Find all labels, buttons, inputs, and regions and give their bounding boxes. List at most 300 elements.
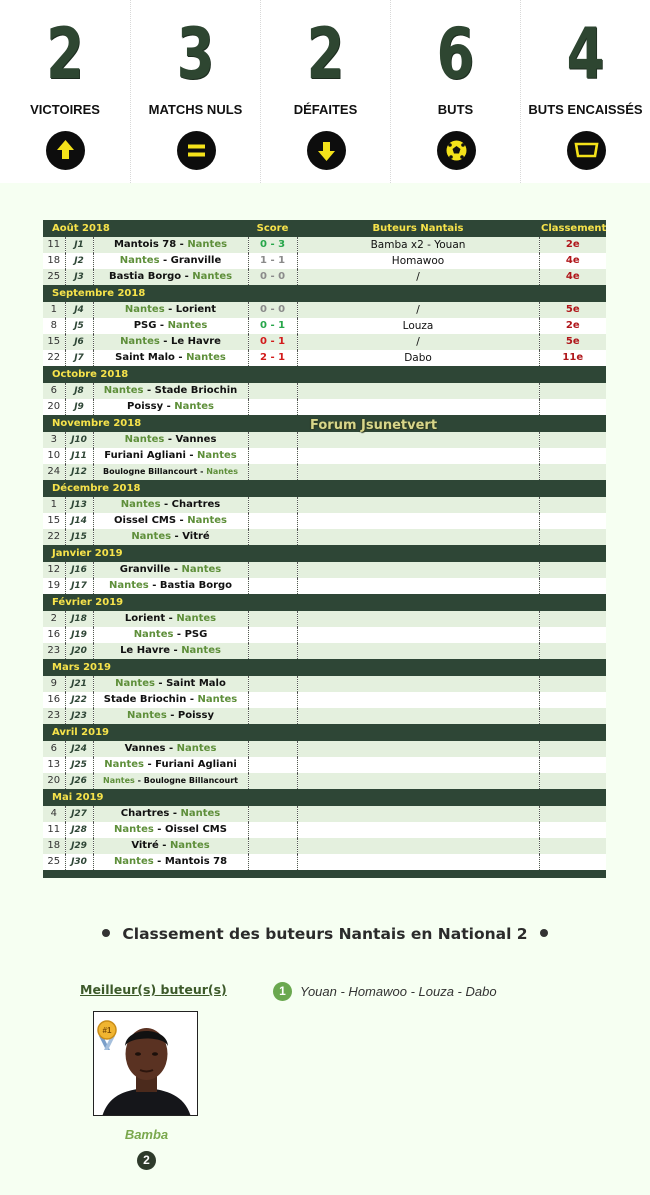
stat-value: 2 bbox=[306, 13, 345, 95]
league-rank bbox=[539, 464, 606, 480]
match-score bbox=[248, 708, 297, 724]
home-team: Nantes bbox=[124, 304, 165, 315]
stats-header bbox=[0, 0, 650, 183]
table-row bbox=[43, 302, 606, 318]
match-score bbox=[248, 611, 297, 627]
matchday-number: J10 bbox=[65, 432, 93, 448]
home-team: Nantes bbox=[127, 710, 167, 721]
league-rank: 4e bbox=[539, 253, 606, 269]
away-team: Vitré bbox=[182, 531, 210, 542]
table-row bbox=[43, 643, 606, 659]
matchday-number: J30 bbox=[65, 854, 93, 870]
away-team: Oissel CMS bbox=[164, 824, 227, 835]
away-team: Nantes bbox=[176, 613, 217, 624]
month-header-row bbox=[43, 545, 606, 562]
league-rank bbox=[539, 741, 606, 757]
table-row bbox=[43, 253, 606, 269]
match-score: 0 - 1 bbox=[248, 318, 297, 334]
matchday-number: J24 bbox=[65, 741, 93, 757]
match-teams: PSG - Nantes bbox=[93, 318, 248, 334]
matchday-number: J17 bbox=[65, 578, 93, 594]
match-calendar-table bbox=[43, 220, 606, 878]
away-team: Chartres bbox=[171, 499, 221, 510]
match-teams: Nantes - Saint Malo bbox=[93, 676, 248, 692]
month-header-row bbox=[43, 789, 606, 806]
match-score bbox=[248, 399, 297, 415]
stat-label: MATCHS NULS bbox=[148, 102, 243, 117]
match-scorers: / bbox=[297, 302, 539, 318]
match-score: 2 - 1 bbox=[248, 350, 297, 366]
match-teams: Nantes - Chartres bbox=[93, 497, 248, 513]
away-team: PSG bbox=[184, 629, 208, 640]
away-team: Nantes bbox=[181, 645, 221, 656]
match-day: 22 bbox=[43, 529, 65, 545]
match-scorers: Dabo bbox=[297, 350, 539, 366]
matchday-number: J14 bbox=[65, 513, 93, 529]
stat-buts-encaisses bbox=[520, 0, 650, 183]
table-row bbox=[43, 497, 606, 513]
month-label: Mai 2019 bbox=[43, 789, 606, 806]
best-scorer-photo bbox=[93, 1011, 198, 1116]
home-team: Chartres bbox=[120, 808, 170, 819]
league-rank bbox=[539, 822, 606, 838]
table-row bbox=[43, 350, 606, 366]
home-team: PSG bbox=[133, 320, 157, 331]
match-score: 0 - 1 bbox=[248, 334, 297, 350]
stat-defaites bbox=[260, 0, 390, 183]
match-teams: Nantes - Bastia Borgo bbox=[93, 578, 248, 594]
league-rank bbox=[539, 643, 606, 659]
away-team: Nantes bbox=[197, 694, 238, 705]
home-team: Lorient bbox=[124, 613, 166, 624]
league-rank bbox=[539, 562, 606, 578]
match-day: 18 bbox=[43, 838, 65, 854]
table-row bbox=[43, 562, 606, 578]
match-scorers bbox=[297, 383, 539, 399]
away-team: Nantes bbox=[187, 239, 228, 250]
match-teams: Vannes - Nantes bbox=[93, 741, 248, 757]
match-score bbox=[248, 464, 297, 480]
month-header-row bbox=[43, 724, 606, 741]
table-header-row bbox=[43, 220, 606, 237]
league-rank bbox=[539, 708, 606, 724]
matchday-number: J9 bbox=[65, 399, 93, 415]
match-teams: Nantes - Furiani Agliani bbox=[93, 757, 248, 773]
stat-value: 3 bbox=[176, 13, 215, 95]
away-team: Mantois 78 bbox=[164, 856, 228, 867]
table-row bbox=[43, 318, 606, 334]
match-teams: Nantes - Boulogne Billancourt bbox=[93, 773, 248, 789]
match-scorers bbox=[297, 838, 539, 854]
league-rank: 2e bbox=[539, 318, 606, 334]
matchday-number: J15 bbox=[65, 529, 93, 545]
match-scorers bbox=[297, 822, 539, 838]
away-team: Granville bbox=[170, 255, 222, 266]
league-rank bbox=[539, 676, 606, 692]
match-teams: Nantes - Stade Briochin bbox=[93, 383, 248, 399]
match-scorers: Bamba x2 - Youan bbox=[297, 237, 539, 253]
month-label: Novembre 2018 bbox=[43, 415, 606, 432]
away-team: Bastia Borgo bbox=[159, 580, 233, 591]
away-team: Nantes bbox=[206, 467, 238, 476]
forum-watermark: Forum Jsunetvert bbox=[310, 418, 438, 433]
league-rank bbox=[539, 399, 606, 415]
table-row bbox=[43, 269, 606, 285]
arrow-up-icon bbox=[46, 131, 85, 170]
match-scorers bbox=[297, 854, 539, 870]
matchday-number: J3 bbox=[65, 269, 93, 285]
match-score bbox=[248, 578, 297, 594]
match-day: 6 bbox=[43, 741, 65, 757]
stat-value: 2 bbox=[45, 13, 85, 95]
month-label: Janvier 2019 bbox=[43, 545, 606, 562]
home-team: Le Havre bbox=[120, 645, 171, 656]
bullet-icon bbox=[102, 929, 110, 937]
match-day: 9 bbox=[43, 676, 65, 692]
stat-label: VICTOIRES bbox=[30, 102, 100, 117]
match-teams: Nantes - Poissy bbox=[93, 708, 248, 724]
best-scorer-title: Meilleur(s) buteur(s) bbox=[80, 982, 227, 997]
stat-buts bbox=[390, 0, 520, 183]
home-team: Nantes bbox=[115, 678, 155, 689]
away-team: Nantes bbox=[167, 320, 208, 331]
bullet-icon bbox=[540, 929, 548, 937]
match-teams: Poissy - Nantes bbox=[93, 399, 248, 415]
match-day: 12 bbox=[43, 562, 65, 578]
match-teams: Boulogne Billancourt - Nantes bbox=[93, 464, 248, 480]
home-team: Nantes bbox=[133, 629, 174, 640]
league-rank bbox=[539, 497, 606, 513]
matchday-number: J12 bbox=[65, 464, 93, 480]
match-teams: Bastia Borgo - Nantes bbox=[93, 269, 248, 285]
away-team: Nantes bbox=[176, 743, 217, 754]
match-score bbox=[248, 741, 297, 757]
home-team: Nantes bbox=[120, 499, 161, 510]
match-scorers bbox=[297, 497, 539, 513]
home-team: Oissel CMS bbox=[114, 515, 177, 526]
match-teams: Vitré - Nantes bbox=[93, 838, 248, 854]
away-team: Nantes bbox=[187, 515, 227, 526]
goals-count-badge: 1 bbox=[273, 982, 292, 1001]
home-team: Nantes bbox=[124, 434, 165, 445]
match-score bbox=[248, 562, 297, 578]
league-rank bbox=[539, 383, 606, 399]
matchday-number: J18 bbox=[65, 611, 93, 627]
league-rank bbox=[539, 757, 606, 773]
table-row bbox=[43, 708, 606, 724]
match-day: 2 bbox=[43, 611, 65, 627]
table-row bbox=[43, 448, 606, 464]
matchday-number: J29 bbox=[65, 838, 93, 854]
matchday-number: J20 bbox=[65, 643, 93, 659]
stat-label: BUTS ENCAISSÉS bbox=[528, 102, 643, 117]
table-row bbox=[43, 773, 606, 789]
match-scorers bbox=[297, 741, 539, 757]
match-day: 20 bbox=[43, 399, 65, 415]
table-row bbox=[43, 237, 606, 253]
month-label: Mars 2019 bbox=[43, 659, 606, 676]
home-team: Vannes bbox=[124, 743, 166, 754]
away-team: Vannes bbox=[175, 434, 217, 445]
away-team: Nantes bbox=[181, 564, 222, 575]
league-rank bbox=[539, 611, 606, 627]
best-scorer-name: Bamba bbox=[124, 1127, 169, 1142]
table-row bbox=[43, 334, 606, 350]
match-teams: Nantes - Le Havre bbox=[93, 334, 248, 350]
match-scorers: / bbox=[297, 269, 539, 285]
table-row bbox=[43, 432, 606, 448]
match-scorers bbox=[297, 627, 539, 643]
matchday-number: J25 bbox=[65, 757, 93, 773]
home-team: Saint Malo bbox=[115, 352, 175, 363]
away-team: Poissy bbox=[177, 710, 214, 721]
home-team: Nantes bbox=[120, 336, 160, 347]
match-teams: Nantes - Mantois 78 bbox=[93, 854, 248, 870]
month-header-row bbox=[43, 480, 606, 497]
matchday-number: J23 bbox=[65, 708, 93, 724]
matchday-number: J6 bbox=[65, 334, 93, 350]
match-scorers bbox=[297, 611, 539, 627]
match-score bbox=[248, 627, 297, 643]
league-rank bbox=[539, 692, 606, 708]
scorers-column-header: Buteurs Nantais bbox=[297, 220, 539, 237]
match-day: 4 bbox=[43, 806, 65, 822]
away-team: Lorient bbox=[175, 304, 217, 315]
home-team: Nantes bbox=[108, 580, 149, 591]
match-day: 15 bbox=[43, 513, 65, 529]
match-score bbox=[248, 838, 297, 854]
matchday-number: J22 bbox=[65, 692, 93, 708]
matchday-number: J8 bbox=[65, 383, 93, 399]
matchday-number: J5 bbox=[65, 318, 93, 334]
away-team: Stade Briochin bbox=[154, 385, 238, 396]
home-team: Nantes bbox=[119, 255, 160, 266]
league-rank bbox=[539, 773, 606, 789]
stat-label: DÉFAITES bbox=[293, 102, 358, 117]
match-day: 11 bbox=[43, 822, 65, 838]
scorers-section-title-text: Classement des buteurs Nantais en National 2 bbox=[122, 925, 528, 943]
match-score bbox=[248, 448, 297, 464]
match-score bbox=[248, 806, 297, 822]
table-row bbox=[43, 611, 606, 627]
table-row bbox=[43, 757, 606, 773]
matchday-number: J1 bbox=[65, 237, 93, 253]
league-rank bbox=[539, 448, 606, 464]
match-scorers: Homawoo bbox=[297, 253, 539, 269]
goal-net-icon bbox=[567, 131, 606, 170]
league-rank bbox=[539, 529, 606, 545]
match-day: 16 bbox=[43, 627, 65, 643]
equals-icon bbox=[177, 131, 216, 170]
table-row bbox=[43, 676, 606, 692]
match-day: 24 bbox=[43, 464, 65, 480]
stat-label: BUTS bbox=[437, 102, 474, 117]
matchday-number: J7 bbox=[65, 350, 93, 366]
table-row bbox=[43, 822, 606, 838]
match-day: 8 bbox=[43, 318, 65, 334]
match-teams: Nantes - PSG bbox=[93, 627, 248, 643]
away-team: Le Havre bbox=[170, 336, 221, 347]
home-team: Nantes bbox=[114, 824, 154, 835]
away-team: Nantes bbox=[169, 840, 210, 851]
table-row bbox=[43, 529, 606, 545]
month-header-row bbox=[43, 659, 606, 676]
match-day: 6 bbox=[43, 383, 65, 399]
match-scorers bbox=[297, 448, 539, 464]
match-teams: Stade Briochin - Nantes bbox=[93, 692, 248, 708]
away-team: Boulogne Billancourt bbox=[143, 776, 238, 785]
match-day: 3 bbox=[43, 432, 65, 448]
table-row bbox=[43, 513, 606, 529]
soccer-ball-icon bbox=[437, 131, 476, 170]
match-score bbox=[248, 773, 297, 789]
match-teams: Nantes - Lorient bbox=[93, 302, 248, 318]
score-column-header: Score bbox=[248, 220, 297, 237]
stat-victoires bbox=[0, 0, 130, 183]
matchday-number: J26 bbox=[65, 773, 93, 789]
month-header-row bbox=[43, 285, 606, 302]
away-team: Nantes bbox=[192, 271, 233, 282]
home-team: Nantes bbox=[104, 759, 144, 770]
match-teams: Nantes - Oissel CMS bbox=[93, 822, 248, 838]
matchday-number: J2 bbox=[65, 253, 93, 269]
match-teams: Nantes - Vitré bbox=[93, 529, 248, 545]
league-rank bbox=[539, 838, 606, 854]
league-rank bbox=[539, 432, 606, 448]
month-label: Septembre 2018 bbox=[43, 285, 606, 302]
match-day: 20 bbox=[43, 773, 65, 789]
away-team: Saint Malo bbox=[166, 678, 226, 689]
league-rank: 11e bbox=[539, 350, 606, 366]
match-teams: Granville - Nantes bbox=[93, 562, 248, 578]
match-teams: Lorient - Nantes bbox=[93, 611, 248, 627]
match-scorers bbox=[297, 773, 539, 789]
match-scorers bbox=[297, 676, 539, 692]
match-teams: Chartres - Nantes bbox=[93, 806, 248, 822]
match-scorers bbox=[297, 513, 539, 529]
match-day: 23 bbox=[43, 643, 65, 659]
match-day: 23 bbox=[43, 708, 65, 724]
matchday-number: J13 bbox=[65, 497, 93, 513]
match-scorers: Louza bbox=[297, 318, 539, 334]
match-day: 18 bbox=[43, 253, 65, 269]
home-team: Boulogne Billancourt bbox=[103, 467, 198, 476]
match-scorers bbox=[297, 399, 539, 415]
home-team: Poissy bbox=[127, 401, 164, 412]
away-team: Nantes bbox=[174, 401, 214, 412]
league-rank bbox=[539, 806, 606, 822]
match-score bbox=[248, 383, 297, 399]
home-team: Nantes bbox=[131, 531, 172, 542]
league-rank bbox=[539, 627, 606, 643]
month-label: Décembre 2018 bbox=[43, 480, 606, 497]
away-team: Furiani Agliani bbox=[155, 759, 237, 770]
match-day: 13 bbox=[43, 757, 65, 773]
match-score bbox=[248, 854, 297, 870]
table-row bbox=[43, 383, 606, 399]
home-team: Furiani Agliani bbox=[104, 450, 186, 461]
match-scorers bbox=[297, 562, 539, 578]
league-rank: 5e bbox=[539, 302, 606, 318]
match-day: 11 bbox=[43, 237, 65, 253]
match-score bbox=[248, 692, 297, 708]
stat-matchs-nuls bbox=[130, 0, 260, 183]
table-row bbox=[43, 399, 606, 415]
match-teams: Mantois 78 - Nantes bbox=[93, 237, 248, 253]
table-row bbox=[43, 627, 606, 643]
matchday-number: J16 bbox=[65, 562, 93, 578]
match-score: 0 - 0 bbox=[248, 302, 297, 318]
match-scorers bbox=[297, 643, 539, 659]
match-score bbox=[248, 529, 297, 545]
match-day: 16 bbox=[43, 692, 65, 708]
away-team: Nantes bbox=[180, 808, 221, 819]
month-label: Avril 2019 bbox=[43, 724, 606, 741]
stat-value: 4 bbox=[566, 13, 605, 95]
match-score bbox=[248, 513, 297, 529]
home-team: Nantes bbox=[103, 385, 144, 396]
arrow-down-icon bbox=[307, 131, 346, 170]
league-rank: 5e bbox=[539, 334, 606, 350]
home-team: Nantes bbox=[103, 776, 135, 785]
match-day: 1 bbox=[43, 497, 65, 513]
match-teams: Saint Malo - Nantes bbox=[93, 350, 248, 366]
stat-value: 6 bbox=[436, 13, 475, 95]
matchday-number: J27 bbox=[65, 806, 93, 822]
match-teams: Le Havre - Nantes bbox=[93, 643, 248, 659]
match-score: 0 - 3 bbox=[248, 237, 297, 253]
table-row bbox=[43, 464, 606, 480]
table-footer-bar bbox=[43, 870, 606, 878]
home-team: Vitré bbox=[131, 840, 159, 851]
home-team: Stade Briochin bbox=[103, 694, 187, 705]
scorers-with-one-goal: Youan - Homawoo - Louza - Dabo bbox=[300, 984, 497, 999]
match-teams: Oissel CMS - Nantes bbox=[93, 513, 248, 529]
month-header-row bbox=[43, 366, 606, 383]
home-team: Mantois 78 bbox=[113, 239, 177, 250]
matchday-number: J4 bbox=[65, 302, 93, 318]
match-scorers bbox=[297, 432, 539, 448]
matchday-number: J21 bbox=[65, 676, 93, 692]
league-rank bbox=[539, 578, 606, 594]
match-score: 0 - 0 bbox=[248, 269, 297, 285]
match-day: 25 bbox=[43, 854, 65, 870]
match-score: 1 - 1 bbox=[248, 253, 297, 269]
table-row bbox=[43, 578, 606, 594]
match-scorers bbox=[297, 708, 539, 724]
matchday-number: J19 bbox=[65, 627, 93, 643]
table-row bbox=[43, 692, 606, 708]
match-score bbox=[248, 497, 297, 513]
match-day: 15 bbox=[43, 334, 65, 350]
best-scorer-goals-badge: 2 bbox=[137, 1151, 156, 1170]
table-row bbox=[43, 854, 606, 870]
match-scorers bbox=[297, 529, 539, 545]
match-scorers bbox=[297, 692, 539, 708]
match-scorers bbox=[297, 757, 539, 773]
league-rank: 2e bbox=[539, 237, 606, 253]
match-score bbox=[248, 676, 297, 692]
league-rank bbox=[539, 854, 606, 870]
match-teams: Nantes - Granville bbox=[93, 253, 248, 269]
match-day: 25 bbox=[43, 269, 65, 285]
match-score bbox=[248, 757, 297, 773]
month-header: Août 2018 bbox=[43, 220, 248, 237]
month-label: Octobre 2018 bbox=[43, 366, 606, 383]
league-rank: 4e bbox=[539, 269, 606, 285]
matchday-number: J11 bbox=[65, 448, 93, 464]
match-scorers: / bbox=[297, 334, 539, 350]
